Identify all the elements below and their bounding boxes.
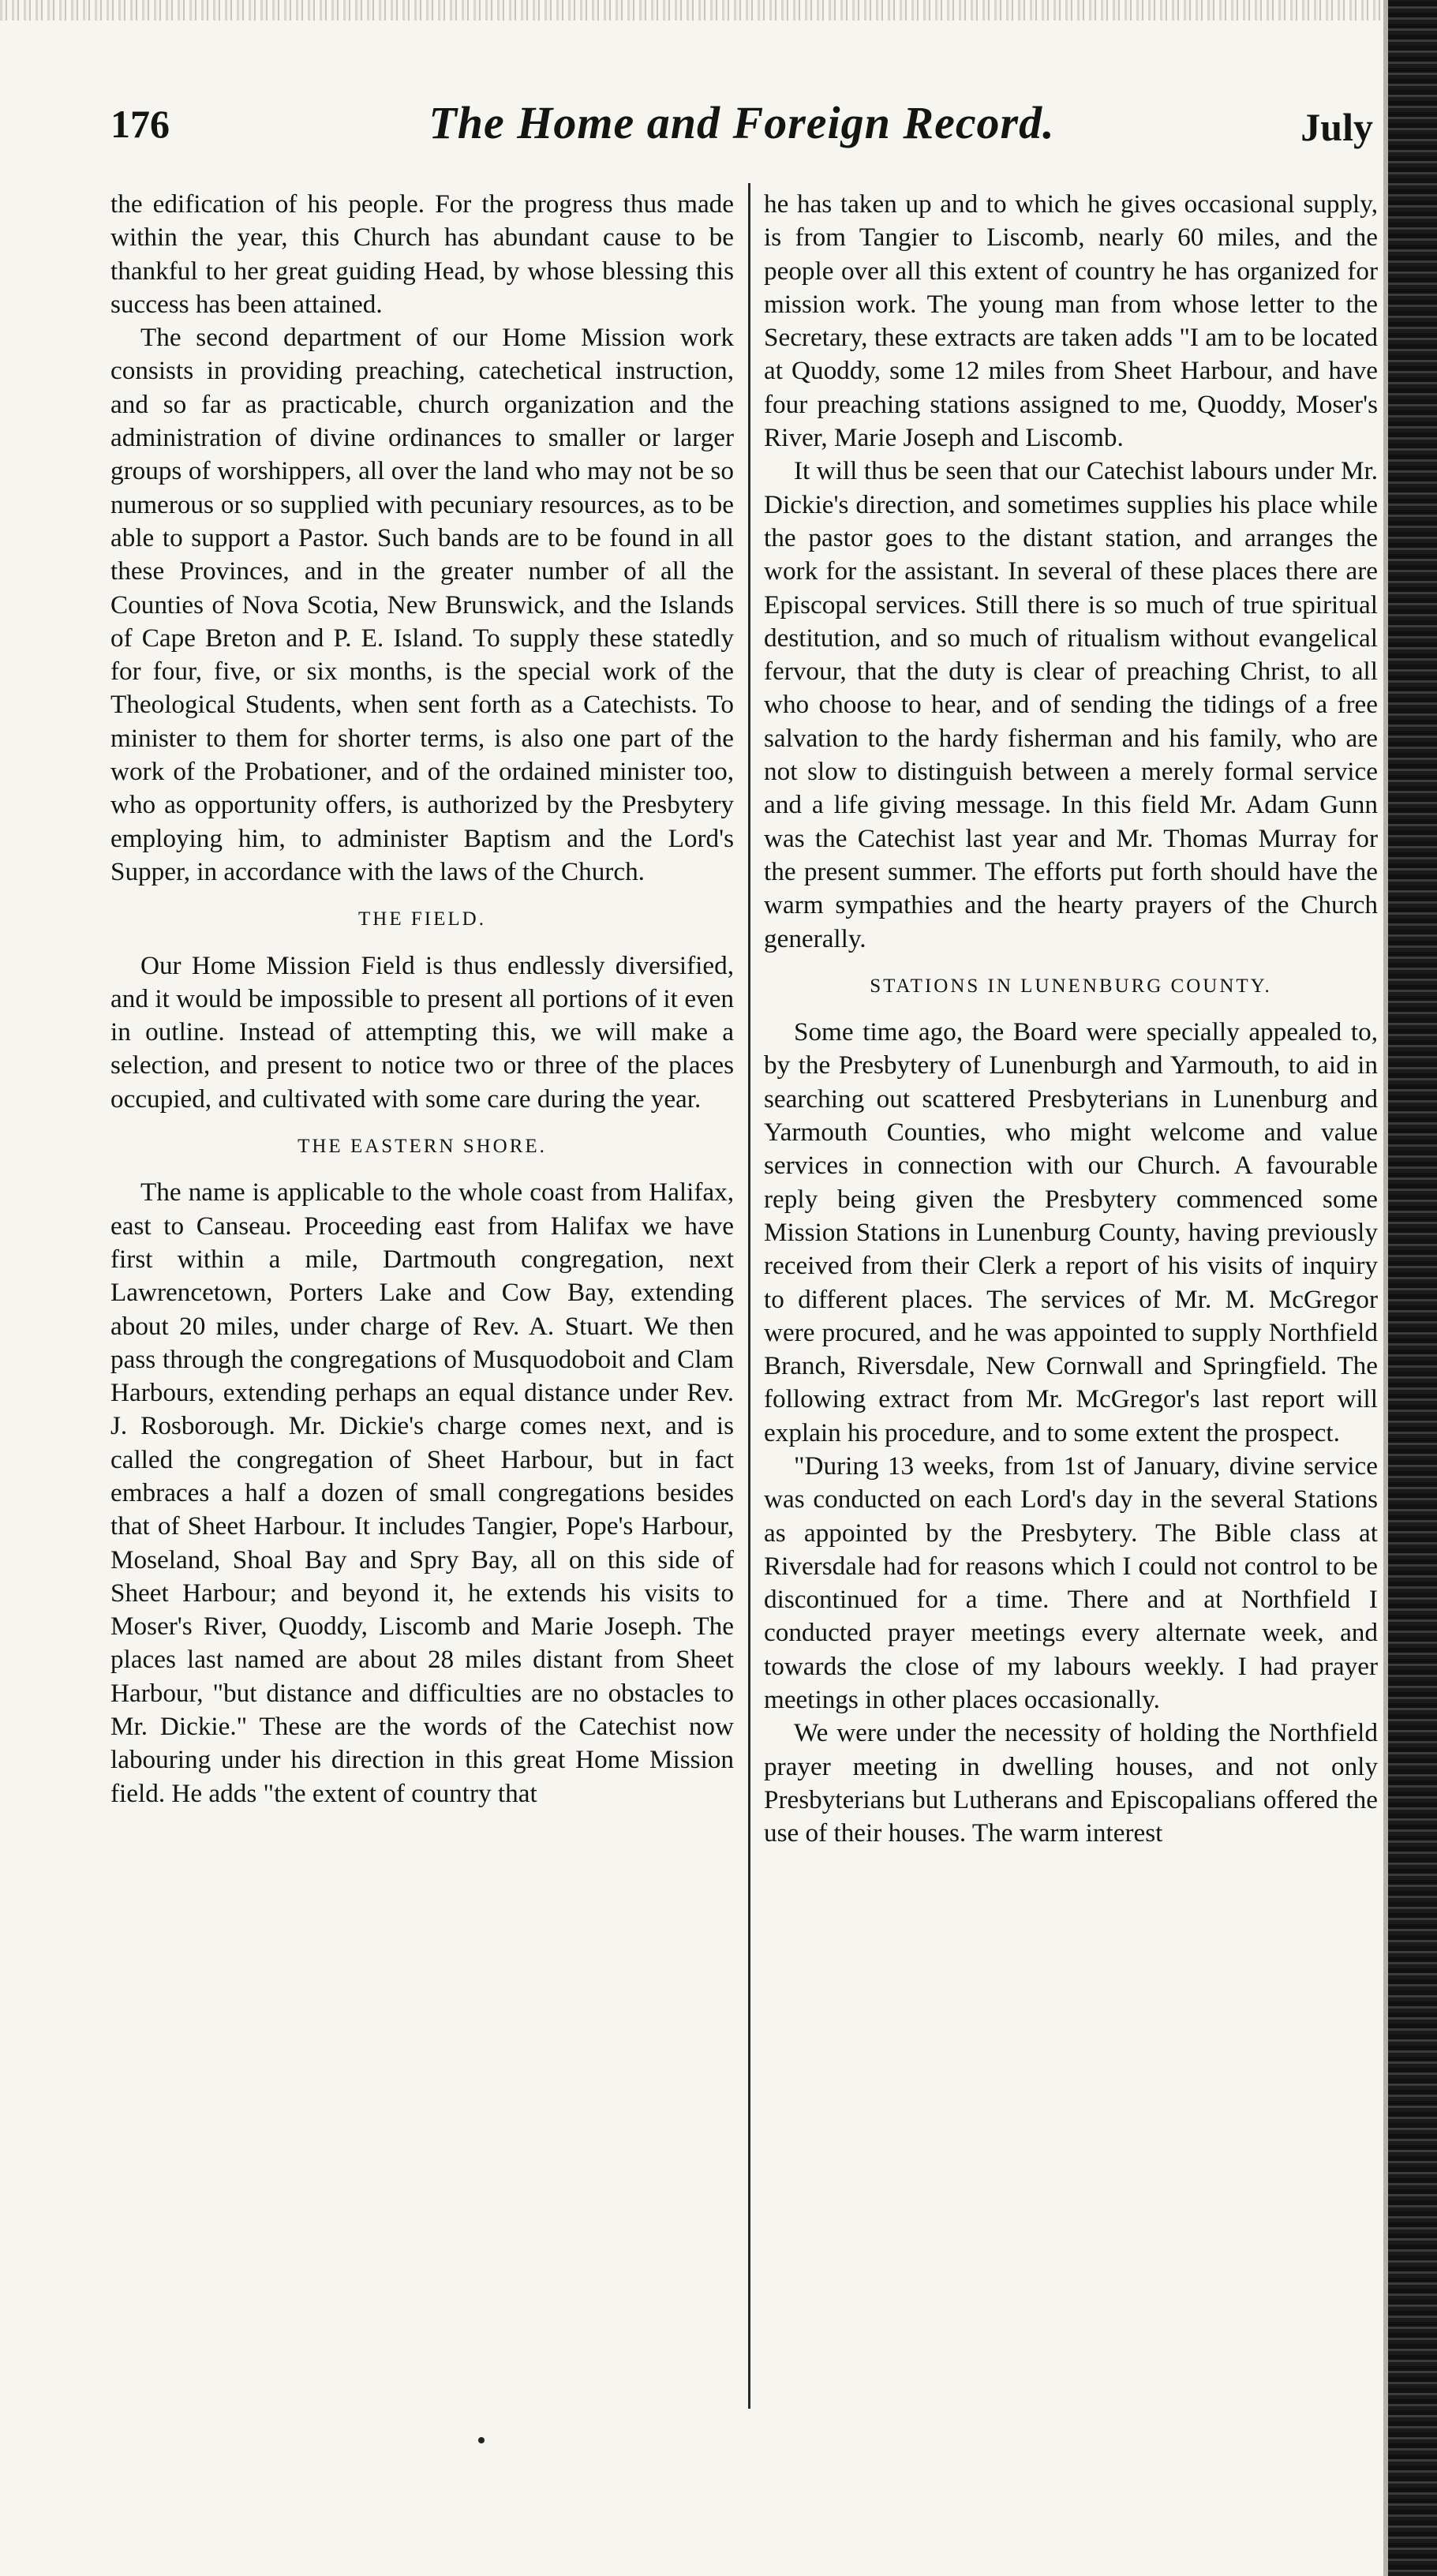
paragraph: the edification of his people. For the progress thus made within the year, this Church has abundant cause to be thankful to her great guiding Head, by whose blessing this success has been attained. — [110, 189, 734, 319]
printer-mark — [478, 2437, 485, 2443]
journal-title: The Home and Foreign Record. — [428, 97, 1055, 148]
section-heading-eastern-shore: THE EASTERN SHORE. — [298, 1136, 547, 1158]
paragraph: Our Home Mission Field is thus endlessly diversified, and it would be impossible to present all portions of it even in outline. Instead of attempting this, we will make a selection, and present to notice two or three of the places occupied, and cultivated with some care during the year. — [110, 950, 734, 1114]
right-column — [764, 188, 1378, 1851]
paragraph: "During 13 weeks, from 1st of January, divine service was conducted on each Lord's day in the several Stations as appointed by the Presbytery. The Bible class at Riversdale had for reasons which I could not control to be discontinued for a time. There and at Northfield I conducted prayer meetings every alternate week, and towards the close of my labours weekly. I had prayer meetings in other places occasionally. — [764, 1451, 1378, 1715]
page-number: 176 — [110, 102, 170, 146]
page-header — [110, 96, 1373, 159]
issue-month: July — [1300, 105, 1373, 149]
page-right-edge — [1388, 0, 1437, 2576]
paragraph: It will thus be seen that our Catechist labours under Mr. Dickie's direction, and sometimes supplies his place while the pastor goes to the distant station, and arranges the work for the assistant. In several of these places there are Episcopal services. Still there is so much of true spiritual destitution, and so much of ritualism without evangelical fervour, that the duty is clear of preaching Christ, to all who choose to hear, and of sending the tidings of a free salvation to the hardy fisherman and his family, who are not slow to distinguish between a merely formal service and a life giving message. In this field Mr. Adam Gunn was the Catechist last year and Mr. Thomas Murray for the present summer. The efforts put forth should have the warm sympathies and the hearty prayers of the Church generally. — [764, 456, 1378, 953]
paragraph: The name is applicable to the whole coast from Halifax, east to Canseau. Proceeding east from Halifax we have first within a mile, Dartmouth congregation, next Lawrencetown, Porters Lake and Cow Bay, extending about 20 miles, under charge of Rev. A. Stuart. We then pass through the congregations of Musquodoboit and Clam Harbours, extending perhaps an equal distance under Rev. J. Rosborough. Mr. Dickie's charge comes next, and is called the congregation of Sheet Harbour, but in fact embraces a half a dozen of small congregations besides that of Sheet Harbour. It includes Tangier, Pope's Harbour, Moseland, Shoal Bay and Spry Bay, all on this side of Sheet Harbour; and beyond it, he extends his visits to Moser's River, Quoddy, Liscomb and Marie Joseph. The places last named are about 28 miles distant from Sheet Harbour, "but distance and difficulties are no obstacles to Mr. Dickie." These are the words of the Catechist now labouring under his direction in this great Home Mission field. He adds "the extent of country that — [110, 1178, 734, 1808]
paragraph: The second department of our Home Mission work consists in providing preaching, catechetical instruction, and so far as practicable, church organization and the administration of divine ordinances to smaller or larger groups of worshippers, all over the land who may not be so numerous or so supplied with pecuniary resources, as to be able to support a Pastor. Such bands are to be found in all these Provinces, and in the greater number of all the Counties of Nova Scotia, New Brunswick, and the Islands of Cape Breton and P. E. Island. To supply these statedly for four, five, or six months, is the special work of the Theological Students, when sent forth as a Catechists. To minister to them for shorter terms, is also one part of the work of the Probationer, and of the ordained minister too, who as opportunity offers, is authorized by the Presbytery employing him, to administer Baptism and the Lord's Supper, in accordance with the laws of the Church. — [110, 323, 734, 886]
section-heading-the-field: THE FIELD. — [358, 908, 486, 930]
paragraph: We were under the necessity of holding the Northfield prayer meeting in dwelling houses, and not only Presbyterians but Lutherans and Episcopalians offered the use of their houses. The warm interest — [764, 1718, 1378, 1848]
column-divider — [748, 183, 750, 2409]
section-heading-stations-lunenburg: STATIONS IN LUNENBURG COUNTY. — [870, 975, 1272, 997]
paragraph: Some time ago, the Board were specially appealed to, by the Presbytery of Lunenburgh and Yarmouth, to aid in searching out scattered Presbyterians in Lunenburg and Yarmouth Counties, who might welcome and value services in connection with our Church. A favourable reply being given the Presbytery commenced some Mission Stations in Lunenburg County, having previously received from their Clerk a report of his visits of inquiry to different places. The services of Mr. M. McGregor were procured, and he was appointed to supply Northfield Branch, Riversdale, New Cornwall and Springfield. The following extract from Mr. McGregor's last report will explain his procedure, and to some extent the prospect. — [764, 1017, 1378, 1447]
paragraph: he has taken up and to which he gives occasional supply, is from Tangier to Liscomb, nearly 60 miles, and the people over all this extent of country he has organized for mission work. The young man from whose letter to the Secretary, these extracts are taken adds "I am to be located at Quoddy, some 12 miles from Sheet Harbour, and have four preaching stations assigned to me, Quoddy, Moser's River, Marie Joseph and Liscomb. — [764, 189, 1378, 453]
page-top-edge — [0, 0, 1437, 21]
left-column — [110, 188, 734, 1810]
